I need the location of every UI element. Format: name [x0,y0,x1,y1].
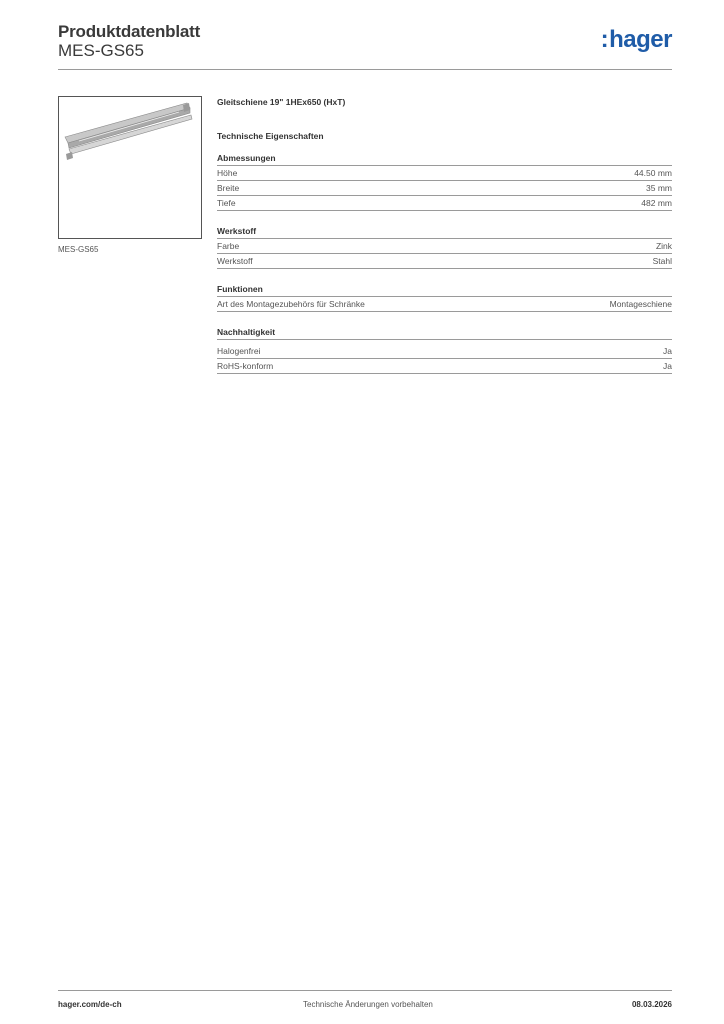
property-row [217,297,672,312]
section-abmessungen [217,152,672,211]
property-label: RoHS-konform [217,361,274,371]
document-title: Produktdatenblatt [58,22,201,41]
document-subtitle: MES-GS65 [58,41,144,60]
property-label: Halogenfrei [217,346,261,356]
section-werkstoff [217,225,672,269]
image-caption: MES-GS65 [58,245,99,254]
property-value: Montageschiene [609,299,672,309]
property-value: Ja [663,346,672,356]
section-nachhaltigkeit [217,326,672,374]
property-label: Tiefe [217,198,236,208]
property-value: 44.50 mm [634,168,672,178]
property-label: Höhe [217,168,238,178]
logo-text: hager [609,26,672,53]
property-row [217,166,672,181]
product-details [217,96,672,374]
property-label: Breite [217,183,240,193]
property-row [217,181,672,196]
property-row [217,196,672,211]
property-row [217,239,672,254]
section-title: Nachhaltigkeit [217,326,672,340]
property-label: Art des Montagezubehörs für Schränke [217,299,365,309]
footer-date: 08.03.2026 [631,1000,672,1009]
property-row [217,344,672,359]
property-value: 35 mm [646,183,672,193]
property-label: Werkstoff [217,256,253,266]
property-row [217,254,672,269]
footer-website-link[interactable]: hager.com/de-ch [58,1000,122,1009]
property-row [217,359,672,374]
page-footer [58,990,672,1015]
section-funktionen [217,283,672,312]
property-value: 482 mm [641,198,672,208]
product-name: Gleitschiene 19" 1HEx650 (HxT) [217,97,346,107]
page-header [58,20,672,70]
slide-rail-illustration [59,97,201,238]
hager-logo[interactable]: :hager [600,26,672,53]
section-title: Funktionen [217,283,672,297]
property-value: Stahl [652,256,672,266]
property-value: Zink [655,241,672,251]
property-value: Ja [663,361,672,371]
section-title: Abmessungen [217,152,672,166]
product-image [58,96,202,239]
property-label: Farbe [217,241,240,251]
section-title: Werkstoff [217,225,672,239]
technical-properties-title: Technische Eigenschaften [217,131,324,141]
footer-disclaimer: Technische Änderungen vorbehalten [303,1000,433,1009]
